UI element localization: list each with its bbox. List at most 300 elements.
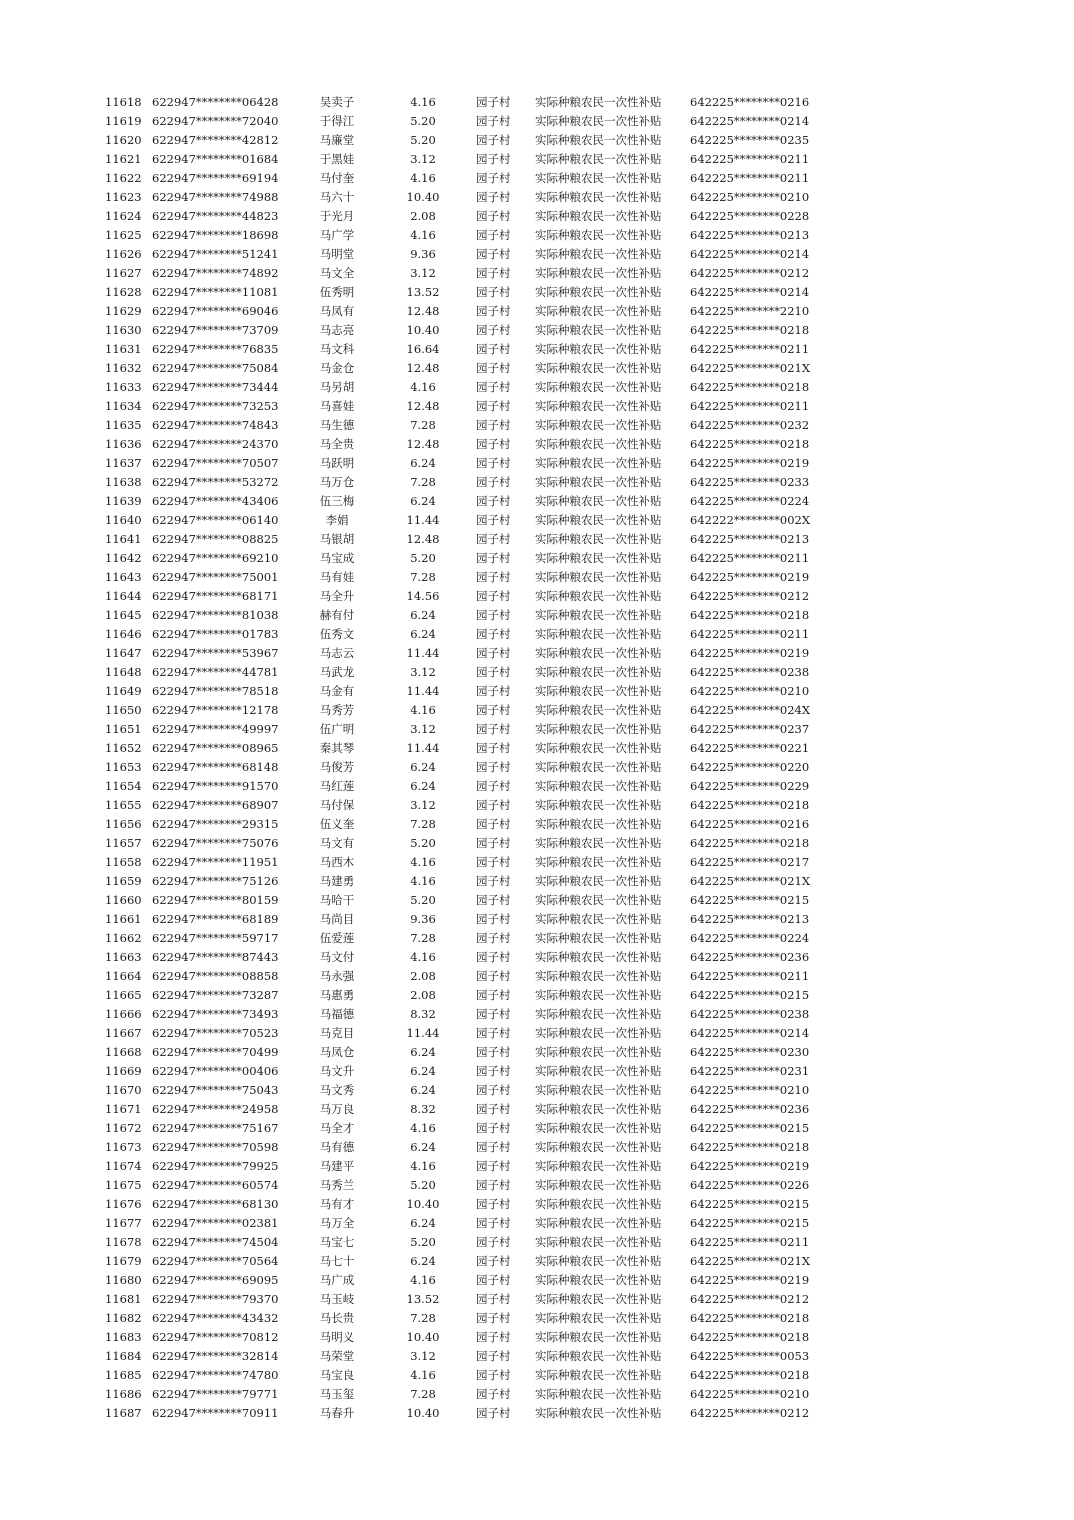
subsidy-item: 实际种粮农民一次性补贴	[535, 798, 662, 812]
village-name: 园子村	[476, 1102, 511, 1116]
row-number: 11651	[105, 722, 142, 736]
account-number: 622947********68148	[152, 760, 279, 774]
recipient-name: 马秀芳	[319, 703, 355, 717]
row-number: 11640	[105, 513, 142, 527]
row-number: 11664	[105, 969, 142, 983]
id-number: 642225********0224	[690, 931, 810, 945]
village-name: 园子村	[476, 209, 511, 223]
account-number: 622947********80159	[152, 893, 279, 907]
row-number: 11632	[105, 361, 142, 375]
account-number: 622947********70911	[152, 1406, 279, 1420]
row-number: 11653	[105, 760, 142, 774]
village-name: 园子村	[476, 1216, 511, 1230]
row-number: 11624	[105, 209, 142, 223]
row-number: 11660	[105, 893, 142, 907]
table-row	[0, 644, 1074, 663]
village-name: 园子村	[476, 570, 511, 584]
subsidy-amount: 4.16	[410, 228, 436, 242]
row-number: 11619	[105, 114, 142, 128]
row-number: 11671	[105, 1102, 142, 1116]
village-name: 园子村	[476, 760, 511, 774]
id-number: 642225********0221	[690, 741, 810, 755]
recipient-name: 马春升	[319, 1406, 355, 1420]
village-name: 园子村	[476, 893, 511, 907]
village-name: 园子村	[476, 1140, 511, 1154]
table-row	[0, 302, 1074, 321]
row-number: 11631	[105, 342, 142, 356]
subsidy-item: 实际种粮农民一次性补贴	[535, 1254, 662, 1268]
subsidy-amount: 3.12	[410, 1349, 436, 1363]
account-number: 622947********70523	[152, 1026, 279, 1040]
recipient-name: 马凤仓	[319, 1045, 355, 1059]
village-name: 园子村	[476, 1387, 511, 1401]
row-number: 11658	[105, 855, 142, 869]
subsidy-item: 实际种粮农民一次性补贴	[535, 703, 662, 717]
subsidy-item: 实际种粮农民一次性补贴	[535, 988, 662, 1002]
row-number: 11661	[105, 912, 142, 926]
subsidy-item: 实际种粮农民一次性补贴	[535, 969, 662, 983]
account-number: 622947********81038	[152, 608, 279, 622]
village-name: 园子村	[476, 1083, 511, 1097]
account-number: 622947********69194	[152, 171, 279, 185]
subsidy-item: 实际种粮农民一次性补贴	[535, 551, 662, 565]
id-number: 642225********0218	[690, 836, 810, 850]
subsidy-amount: 4.16	[410, 171, 436, 185]
account-number: 622947********11081	[152, 285, 279, 299]
subsidy-item: 实际种粮农民一次性补贴	[535, 1349, 662, 1363]
id-number: 642225********0218	[690, 437, 810, 451]
id-number: 642225********0215	[690, 1121, 810, 1135]
account-number: 622947********18698	[152, 228, 279, 242]
subsidy-item: 实际种粮农民一次性补贴	[535, 399, 662, 413]
table-row	[0, 910, 1074, 929]
village-name: 园子村	[476, 779, 511, 793]
recipient-name: 马克目	[319, 1026, 355, 1040]
subsidy-item: 实际种粮农民一次性补贴	[535, 1273, 662, 1287]
subsidy-item: 实际种粮农民一次性补贴	[535, 1140, 662, 1154]
account-number: 622947********76835	[152, 342, 279, 356]
row-number: 11684	[105, 1349, 142, 1363]
recipient-name: 马全升	[319, 589, 355, 603]
row-number: 11673	[105, 1140, 142, 1154]
table-row	[0, 321, 1074, 340]
id-number: 642225********0238	[690, 1007, 810, 1021]
village-name: 园子村	[476, 456, 511, 470]
subsidy-amount: 7.28	[410, 817, 436, 831]
table-row	[0, 473, 1074, 492]
account-number: 622947********24370	[152, 437, 279, 451]
id-number: 642225********0237	[690, 722, 810, 736]
subsidy-item: 实际种粮农民一次性补贴	[535, 760, 662, 774]
subsidy-amount: 10.40	[406, 1406, 440, 1420]
id-number: 642225********021X	[690, 1254, 811, 1268]
table-row	[0, 663, 1074, 682]
subsidy-item: 实际种粮农民一次性补贴	[535, 570, 662, 584]
recipient-name: 马长贵	[319, 1311, 355, 1325]
account-number: 622947********70598	[152, 1140, 279, 1154]
id-number: 642225********0214	[690, 285, 810, 299]
id-number: 642225********0216	[690, 817, 810, 831]
subsidy-amount: 6.24	[410, 1064, 436, 1078]
subsidy-item: 实际种粮农民一次性补贴	[535, 627, 662, 641]
village-name: 园子村	[476, 817, 511, 831]
id-number: 642225********024X	[690, 703, 811, 717]
id-number: 642225********0219	[690, 1159, 810, 1173]
row-number: 11637	[105, 456, 142, 470]
village-name: 园子村	[476, 323, 511, 337]
row-number: 11645	[105, 608, 142, 622]
village-name: 园子村	[476, 1368, 511, 1382]
recipient-name: 马万仓	[319, 475, 355, 489]
table-row	[0, 701, 1074, 720]
id-number: 642225********0211	[690, 627, 810, 641]
village-name: 园子村	[476, 95, 511, 109]
subsidy-amount: 16.64	[406, 342, 440, 356]
account-number: 622947********69095	[152, 1273, 279, 1287]
table-row	[0, 815, 1074, 834]
id-number: 642225********0216	[690, 95, 810, 109]
row-number: 11655	[105, 798, 142, 812]
subsidy-item: 实际种粮农民一次性补贴	[535, 1007, 662, 1021]
recipient-name: 马广成	[319, 1273, 355, 1287]
village-name: 园子村	[476, 1311, 511, 1325]
recipient-name: 马西木	[319, 855, 355, 869]
account-number: 622947********79925	[152, 1159, 279, 1173]
id-number: 642225********0211	[690, 342, 810, 356]
subsidy-item: 实际种粮农民一次性补贴	[535, 1292, 662, 1306]
subsidy-amount: 12.48	[406, 399, 440, 413]
subsidy-item: 实际种粮农民一次性补贴	[535, 817, 662, 831]
village-name: 园子村	[476, 931, 511, 945]
recipient-name: 马文秀	[319, 1083, 355, 1097]
subsidy-item: 实际种粮农民一次性补贴	[535, 855, 662, 869]
row-number: 11643	[105, 570, 142, 584]
id-number: 642225********0213	[690, 532, 810, 546]
subsidy-item: 实际种粮农民一次性补贴	[535, 418, 662, 432]
id-number: 642225********0213	[690, 912, 810, 926]
subsidy-amount: 5.20	[410, 114, 436, 128]
row-number: 11621	[105, 152, 142, 166]
subsidy-item: 实际种粮农民一次性补贴	[535, 1387, 662, 1401]
account-number: 622947********74843	[152, 418, 279, 432]
account-number: 622947********70564	[152, 1254, 279, 1268]
table-row	[0, 1271, 1074, 1290]
id-number: 642225********0215	[690, 893, 810, 907]
account-number: 622947********75076	[152, 836, 279, 850]
account-number: 622947********01684	[152, 152, 279, 166]
row-number: 11649	[105, 684, 142, 698]
recipient-name: 马喜娃	[319, 399, 355, 413]
subsidy-amount: 2.08	[410, 209, 436, 223]
account-number: 622947********74780	[152, 1368, 279, 1382]
table-row	[0, 1385, 1074, 1404]
recipient-name: 马志亮	[319, 323, 355, 337]
table-row	[0, 606, 1074, 625]
account-number: 622947********75084	[152, 361, 279, 375]
recipient-name: 马红莲	[319, 779, 355, 793]
recipient-name: 马文升	[319, 1064, 355, 1078]
recipient-name: 马秀兰	[319, 1178, 355, 1192]
subsidy-amount: 4.16	[410, 1368, 436, 1382]
subsidy-item: 实际种粮农民一次性补贴	[535, 456, 662, 470]
id-number: 642225********0212	[690, 1292, 810, 1306]
subsidy-item: 实际种粮农民一次性补贴	[535, 722, 662, 736]
id-number: 642225********0210	[690, 190, 810, 204]
account-number: 622947********75126	[152, 874, 279, 888]
id-number: 642225********0215	[690, 1197, 810, 1211]
village-name: 园子村	[476, 418, 511, 432]
village-name: 园子村	[476, 798, 511, 812]
subsidy-amount: 5.20	[410, 133, 436, 147]
village-name: 园子村	[476, 627, 511, 641]
subsidy-amount: 5.20	[410, 1178, 436, 1192]
id-number: 642225********0218	[690, 380, 810, 394]
table-row	[0, 625, 1074, 644]
id-number: 642225********0233	[690, 475, 810, 489]
recipient-name: 马宝七	[319, 1235, 355, 1249]
village-name: 园子村	[476, 703, 511, 717]
recipient-name: 马全贵	[319, 437, 355, 451]
row-number: 11630	[105, 323, 142, 337]
village-name: 园子村	[476, 1064, 511, 1078]
recipient-name: 马俊芳	[319, 760, 355, 774]
row-number: 11638	[105, 475, 142, 489]
recipient-name: 马全才	[319, 1121, 355, 1135]
village-name: 园子村	[476, 1121, 511, 1135]
account-number: 622947********68907	[152, 798, 279, 812]
id-number: 642225********0211	[690, 969, 810, 983]
table-row	[0, 777, 1074, 796]
account-number: 622947********74892	[152, 266, 279, 280]
table-row	[0, 188, 1074, 207]
subsidy-item: 实际种粮农民一次性补贴	[535, 513, 662, 527]
id-number: 642225********0218	[690, 608, 810, 622]
id-number: 642225********0212	[690, 266, 810, 280]
subsidy-amount: 2.08	[410, 988, 436, 1002]
account-number: 622947********75167	[152, 1121, 279, 1135]
subsidy-amount: 12.48	[406, 304, 440, 318]
row-number: 11633	[105, 380, 142, 394]
table-row	[0, 1252, 1074, 1271]
recipient-name: 马金有	[319, 684, 355, 698]
id-number: 642225********0210	[690, 1387, 810, 1401]
subsidy-amount: 12.48	[406, 361, 440, 375]
subsidy-amount: 6.24	[410, 1045, 436, 1059]
row-number: 11627	[105, 266, 142, 280]
account-number: 622947********11951	[152, 855, 279, 869]
row-number: 11629	[105, 304, 142, 318]
table-row	[0, 150, 1074, 169]
table-row	[0, 1290, 1074, 1309]
table-row	[0, 948, 1074, 967]
id-number: 642225********021X	[690, 361, 811, 375]
row-number: 11647	[105, 646, 142, 660]
subsidy-amount: 10.40	[406, 1197, 440, 1211]
recipient-name: 马玉岐	[319, 1292, 355, 1306]
row-number: 11677	[105, 1216, 142, 1230]
table-row	[0, 340, 1074, 359]
village-name: 园子村	[476, 722, 511, 736]
account-number: 622947********08858	[152, 969, 279, 983]
subsidy-amount: 7.28	[410, 418, 436, 432]
id-number: 642225********0236	[690, 1102, 810, 1116]
subsidy-amount: 4.16	[410, 874, 436, 888]
recipient-name: 马有才	[319, 1197, 355, 1211]
recipient-name: 李娟	[325, 513, 349, 527]
subsidy-amount: 5.20	[410, 1235, 436, 1249]
id-number: 642225********0214	[690, 247, 810, 261]
account-number: 622947********69210	[152, 551, 279, 565]
subsidy-item: 实际种粮农民一次性补贴	[535, 931, 662, 945]
village-name: 园子村	[476, 912, 511, 926]
subsidy-item: 实际种粮农民一次性补贴	[535, 836, 662, 850]
account-number: 622947********73253	[152, 399, 279, 413]
subsidy-amount: 11.44	[406, 646, 440, 660]
subsidy-amount: 4.16	[410, 950, 436, 964]
id-number: 642225********0219	[690, 1273, 810, 1287]
subsidy-amount: 10.40	[406, 190, 440, 204]
recipient-name: 马另胡	[319, 380, 355, 394]
row-number: 11675	[105, 1178, 142, 1192]
row-number: 11667	[105, 1026, 142, 1040]
table-row	[0, 1119, 1074, 1138]
id-number: 642225********0211	[690, 551, 810, 565]
table-row	[0, 1024, 1074, 1043]
subsidy-amount: 8.32	[410, 1007, 436, 1021]
village-name: 园子村	[476, 532, 511, 546]
subsidy-amount: 7.28	[410, 931, 436, 945]
subsidy-item: 实际种粮农民一次性补贴	[535, 684, 662, 698]
id-number: 642225********0229	[690, 779, 810, 793]
subsidy-item: 实际种粮农民一次性补贴	[535, 380, 662, 394]
table-row	[0, 359, 1074, 378]
row-number: 11656	[105, 817, 142, 831]
row-number: 11652	[105, 741, 142, 755]
id-number: 642225********0211	[690, 399, 810, 413]
id-number: 642225********0218	[690, 1311, 810, 1325]
table-row	[0, 283, 1074, 302]
table-row	[0, 1043, 1074, 1062]
account-number: 622947********06140	[152, 513, 279, 527]
subsidy-item: 实际种粮农民一次性补贴	[535, 646, 662, 660]
subsidy-item: 实际种粮农民一次性补贴	[535, 1064, 662, 1078]
account-number: 622947********79771	[152, 1387, 279, 1401]
id-number: 642225********0218	[690, 1368, 810, 1382]
table-row	[0, 397, 1074, 416]
subsidy-amount: 3.12	[410, 665, 436, 679]
village-name: 园子村	[476, 551, 511, 565]
subsidy-item: 实际种粮农民一次性补贴	[535, 1026, 662, 1040]
subsidy-item: 实际种粮农民一次性补贴	[535, 741, 662, 755]
row-number: 11680	[105, 1273, 142, 1287]
account-number: 622947********29315	[152, 817, 279, 831]
row-number: 11674	[105, 1159, 142, 1173]
recipient-name: 马玉玺	[319, 1387, 355, 1401]
recipient-name: 马银胡	[319, 532, 355, 546]
account-number: 622947********70507	[152, 456, 279, 470]
row-number: 11663	[105, 950, 142, 964]
subsidy-item: 实际种粮农民一次性补贴	[535, 209, 662, 223]
recipient-name: 马六十	[319, 190, 355, 204]
account-number: 622947********44823	[152, 209, 279, 223]
subsidy-amount: 5.20	[410, 836, 436, 850]
row-number: 11687	[105, 1406, 142, 1420]
table-row	[0, 967, 1074, 986]
recipient-name: 吴卖子	[319, 95, 355, 109]
village-name: 园子村	[476, 247, 511, 261]
subsidy-item: 实际种粮农民一次性补贴	[535, 893, 662, 907]
recipient-name: 伍三梅	[319, 494, 355, 508]
table-row	[0, 264, 1074, 283]
recipient-name: 马文有	[319, 836, 355, 850]
village-name: 园子村	[476, 589, 511, 603]
subsidy-amount: 7.28	[410, 1311, 436, 1325]
village-name: 园子村	[476, 684, 511, 698]
id-number: 642222********002X	[690, 513, 811, 527]
subsidy-item: 实际种粮农民一次性补贴	[535, 950, 662, 964]
account-number: 622947********08825	[152, 532, 279, 546]
village-name: 园子村	[476, 228, 511, 242]
recipient-name: 马廉堂	[319, 133, 355, 147]
row-number: 11666	[105, 1007, 142, 1021]
row-number: 11683	[105, 1330, 142, 1344]
row-number: 11681	[105, 1292, 142, 1306]
subsidy-item: 实际种粮农民一次性补贴	[535, 1406, 662, 1420]
subsidy-amount: 3.12	[410, 722, 436, 736]
subsidy-amount: 6.24	[410, 494, 436, 508]
subsidy-amount: 6.24	[410, 1083, 436, 1097]
table-row	[0, 1081, 1074, 1100]
subsidy-item: 实际种粮农民一次性补贴	[535, 114, 662, 128]
account-number: 622947********06428	[152, 95, 279, 109]
village-name: 园子村	[476, 361, 511, 375]
row-number: 11636	[105, 437, 142, 451]
village-name: 园子村	[476, 285, 511, 299]
village-name: 园子村	[476, 874, 511, 888]
subsidy-item: 实际种粮农民一次性补贴	[535, 323, 662, 337]
village-name: 园子村	[476, 1406, 511, 1420]
table-row	[0, 416, 1074, 435]
village-name: 园子村	[476, 1349, 511, 1363]
subsidy-amount: 3.12	[410, 266, 436, 280]
id-number: 642225********0214	[690, 1026, 810, 1040]
subsidy-amount: 13.52	[406, 1292, 440, 1306]
row-number: 11641	[105, 532, 142, 546]
row-number: 11657	[105, 836, 142, 850]
row-number: 11644	[105, 589, 142, 603]
id-number: 642225********0218	[690, 1330, 810, 1344]
table-row	[0, 549, 1074, 568]
recipient-name: 马七十	[319, 1254, 355, 1268]
subsidy-item: 实际种粮农民一次性补贴	[535, 228, 662, 242]
recipient-name: 马宝良	[319, 1368, 355, 1382]
id-number: 642225********0219	[690, 646, 810, 660]
subsidy-item: 实际种粮农民一次性补贴	[535, 1121, 662, 1135]
id-number: 642225********0218	[690, 798, 810, 812]
recipient-name: 秦其琴	[319, 741, 355, 755]
subsidy-item: 实际种粮农民一次性补贴	[535, 342, 662, 356]
village-name: 园子村	[476, 741, 511, 755]
village-name: 园子村	[476, 1178, 511, 1192]
subsidy-item: 实际种粮农民一次性补贴	[535, 304, 662, 318]
subsidy-amount: 10.40	[406, 323, 440, 337]
id-number: 642225********0211	[690, 1235, 810, 1249]
account-number: 622947********00406	[152, 1064, 279, 1078]
village-name: 园子村	[476, 114, 511, 128]
subsidy-item: 实际种粮农民一次性补贴	[535, 665, 662, 679]
village-name: 园子村	[476, 1007, 511, 1021]
table-row	[0, 226, 1074, 245]
